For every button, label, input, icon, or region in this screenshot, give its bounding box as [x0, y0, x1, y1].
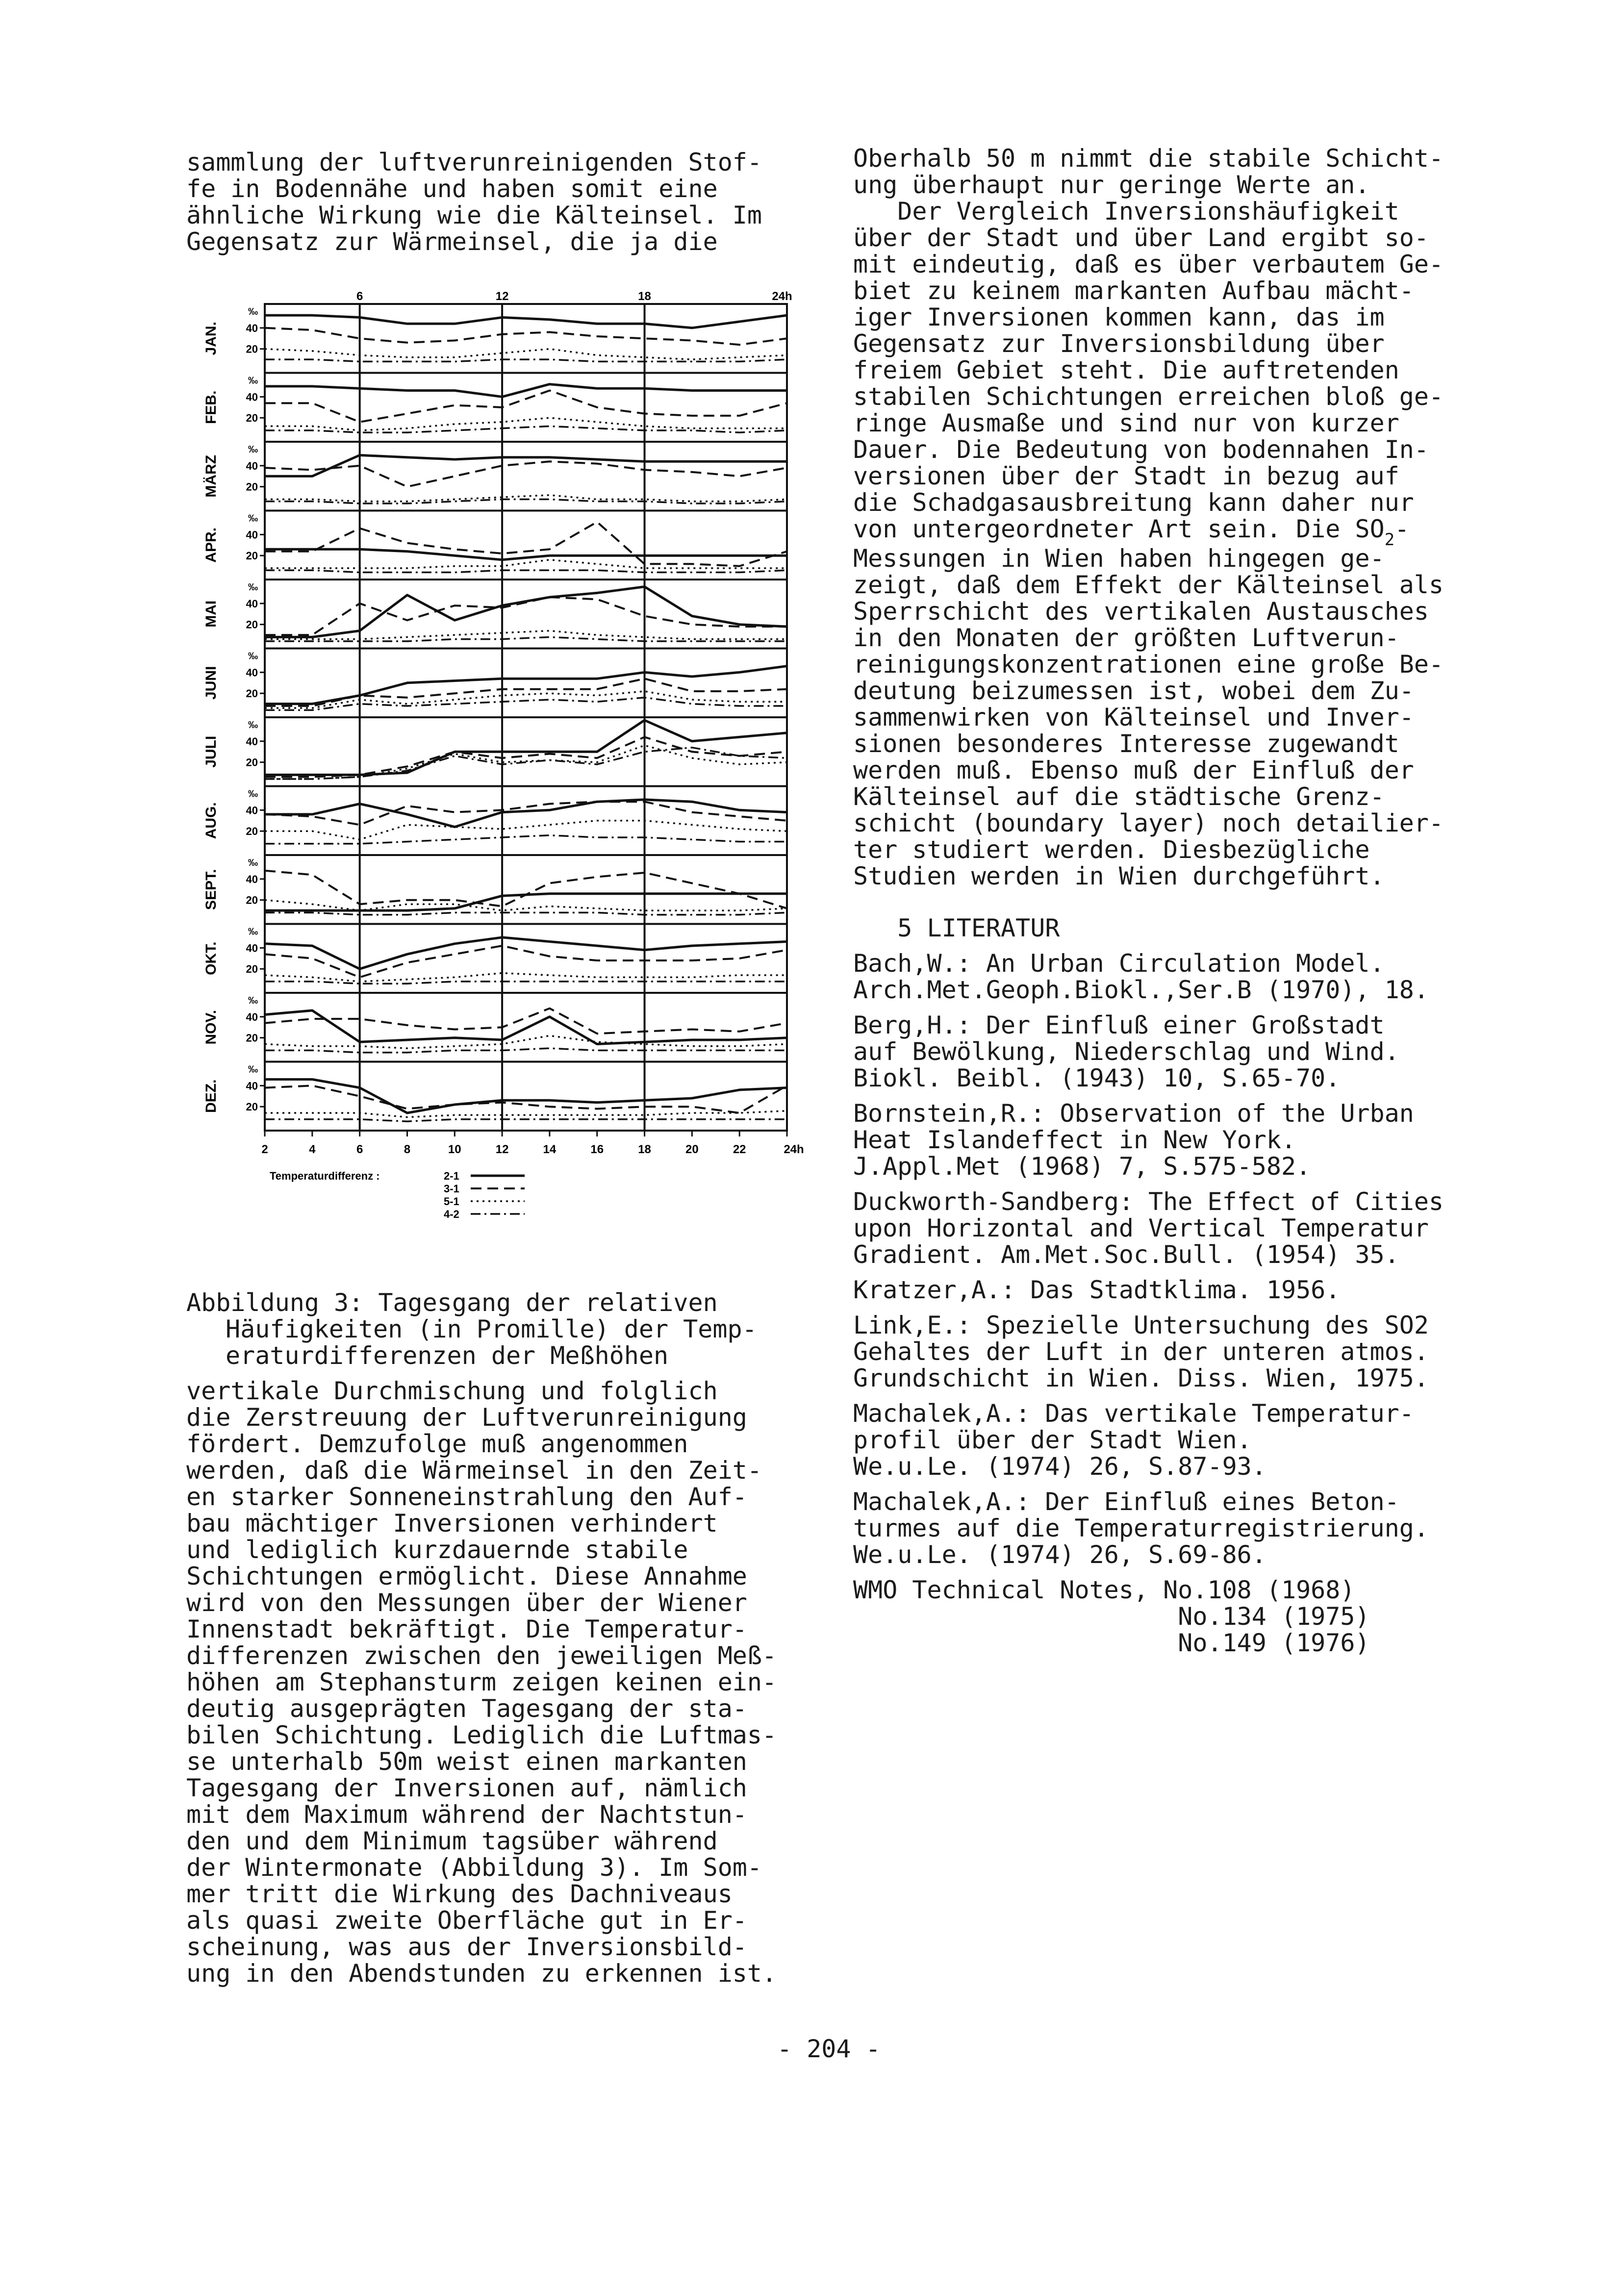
series-line-3-1: [265, 871, 787, 908]
series-line-4-2: [265, 359, 787, 361]
y-tick-label: 20: [246, 825, 258, 838]
so2-line-text: von untergeordneter Art sein. Die SO: [853, 515, 1385, 543]
series-line-5-1: [265, 495, 787, 502]
right-paragraph-continued: [853, 545, 1505, 889]
text-line: Sperrschicht des vertikalen Austausches: [853, 597, 1429, 626]
series-line-4-2: [265, 982, 787, 984]
text-line: ung überhaupt nur geringe Werte an.: [853, 171, 1370, 199]
y-unit-label: ‰: [248, 513, 258, 524]
y-tick-label: 20: [246, 480, 258, 493]
page-number: - 204 -: [777, 2035, 881, 2063]
text-line: sammlung der luftverunreinigenden Stof-: [186, 148, 762, 177]
month-label: FEB.: [203, 390, 219, 424]
series-line-3-1: [265, 597, 787, 635]
top-tick-label: 18: [638, 290, 651, 303]
legend-label: 2-1: [444, 1170, 459, 1182]
text-line: freiem Gebiet steht. Die auftretenden: [853, 356, 1399, 384]
y-unit-label: ‰: [248, 995, 258, 1006]
reference-line: Berg,H.: Der Einfluß einer Großstadt: [853, 1011, 1385, 1039]
reference-entry: [853, 1577, 1505, 1656]
reference-line: Gehaltes der Luft in der unteren atmos.: [853, 1337, 1429, 1366]
text-line: schicht (boundary layer) noch detailier-: [853, 809, 1444, 837]
month-label: SEPT.: [203, 869, 219, 910]
y-unit-label: ‰: [248, 858, 258, 868]
y-tick-label: 20: [246, 687, 258, 700]
reference-entry: [853, 1100, 1505, 1180]
y-unit-label: ‰: [248, 375, 258, 386]
text-line: deutig ausgeprägten Tagesgang der sta-: [186, 1694, 747, 1723]
so2-subscript: 2: [1384, 530, 1395, 550]
reference-line: No.134 (1975): [853, 1602, 1370, 1631]
text-line: vertikale Durchmischung und folglich: [186, 1377, 718, 1405]
legend-title: Temperaturdifferenz :: [270, 1170, 380, 1182]
caption-line: eraturdifferenzen der Meßhöhen: [226, 1341, 669, 1370]
text-line: über der Stadt und über Land ergibt so-: [853, 224, 1429, 252]
right-column: [853, 145, 1505, 1656]
literature-list: [853, 950, 1505, 1656]
text-line: ter studiert werden. Diesbezügliche: [853, 835, 1370, 864]
month-label: AUG.: [203, 802, 219, 839]
series-line-3-1: [265, 522, 787, 566]
reference-line: Duckworth-Sandberg: The Effect of Cities: [853, 1187, 1444, 1216]
so2-line: [853, 515, 1505, 550]
series-line-2-1: [265, 1080, 787, 1113]
y-tick-label: 40: [246, 735, 258, 748]
top-tick-label: 24h: [772, 290, 792, 303]
x-tick-label: 16: [590, 1143, 604, 1156]
series-line-2-1: [265, 587, 787, 637]
text-line: die Schadgasausbreitung kann daher nur: [853, 488, 1414, 517]
series-line-4-2: [265, 1119, 787, 1121]
text-line: werden, daß die Wärmeinsel in den Zeit-: [186, 1456, 762, 1485]
reference-entry: [853, 1277, 1505, 1303]
text-line: se unterhalb 50m weist einen markanten: [186, 1747, 747, 1776]
reference-line: No.149 (1976): [853, 1629, 1370, 1657]
y-unit-label: ‰: [248, 651, 258, 662]
text-line: scheinung, was aus der Inversionsbild-: [186, 1933, 747, 1961]
y-tick-label: 20: [246, 1032, 258, 1044]
text-line: der Wintermonate (Abbildung 3). Im Som-: [186, 1853, 762, 1882]
text-line: Schichtungen ermöglicht. Diese Annahme: [186, 1562, 747, 1590]
y-tick-label: 40: [246, 1080, 258, 1092]
x-tick-label: 24h: [784, 1143, 804, 1156]
text-line: deutung beizumessen ist, wobei dem Zu-: [853, 677, 1414, 705]
reference-line: Link,E.: Spezielle Untersuchung des SO2: [853, 1311, 1429, 1339]
text-line: werden muß. Ebenso muß der Einfluß der: [853, 756, 1414, 784]
text-line: differenzen zwischen den jeweiligen Meß-: [186, 1641, 777, 1670]
y-tick-label: 20: [246, 756, 258, 769]
series-line-4-2: [265, 912, 787, 914]
reference-line: Bach,W.: An Urban Circulation Model.: [853, 949, 1385, 978]
left-bottom-paragraph: [186, 1378, 819, 1987]
reference-line: Bornstein,R.: Observation of the Urban: [853, 1099, 1414, 1128]
text-line: bilen Schichtung. Lediglich die Luftmas-: [186, 1721, 777, 1749]
text-line: Innenstadt bekräftigt. Die Temperatur-: [186, 1615, 747, 1643]
right-paragraph: [853, 145, 1505, 516]
reference-line: Machalek,A.: Der Einfluß eines Beton-: [853, 1488, 1399, 1516]
series-line-5-1: [265, 418, 787, 430]
reference-line: Biokl. Beibl. (1943) 10, S.65-70.: [853, 1064, 1341, 1092]
month-label: APR.: [203, 527, 219, 563]
legend-label: 5-1: [444, 1195, 459, 1208]
y-tick-label: 40: [246, 529, 258, 541]
reference-entry: [853, 1188, 1505, 1268]
caption-line: Abbildung 3: Tagesgang der relativen: [186, 1288, 718, 1317]
reference-entry: [853, 1489, 1505, 1568]
series-line-2-1: [265, 894, 787, 910]
y-tick-label: 20: [246, 343, 258, 355]
month-label: DEZ.: [203, 1079, 219, 1113]
month-label: JULI: [203, 735, 219, 768]
y-tick-label: 20: [246, 550, 258, 562]
series-line-2-1: [265, 937, 787, 969]
text-line: als quasi zweite Oberfläche gut in Er-: [186, 1906, 747, 1935]
reference-line: WMO Technical Notes, No.108 (1968): [853, 1576, 1355, 1604]
month-label: MÄRZ: [203, 454, 219, 498]
caption-line: Häufigkeiten (in Promille) der Temp-: [226, 1315, 757, 1343]
reference-line: turmes auf die Temperaturregistrierung.: [853, 1514, 1429, 1542]
text-line: die Zerstreuung der Luftverunreinigung: [186, 1403, 747, 1432]
x-tick-label: 10: [448, 1143, 461, 1156]
y-unit-label: ‰: [248, 582, 258, 593]
text-line: iger Inversionen kommen kann, das im: [853, 303, 1385, 331]
y-tick-label: 20: [246, 1101, 258, 1113]
x-tick-label: 6: [356, 1143, 363, 1156]
text-line: mer tritt die Wirkung des Dachniveaus: [186, 1880, 733, 1908]
month-label: MAI: [203, 600, 219, 628]
series-line-5-1: [265, 1111, 787, 1117]
series-line-4-2: [265, 835, 787, 844]
y-tick-label: 20: [246, 963, 258, 976]
y-unit-label: ‰: [248, 788, 258, 800]
text-line: mit dem Maximum während der Nachtstun-: [186, 1800, 747, 1829]
reference-entry: [853, 1400, 1505, 1480]
series-line-3-1: [265, 737, 787, 777]
text-line: sammenwirken von Kälteinsel und Inver-: [853, 703, 1414, 732]
series-line-4-2: [265, 570, 787, 572]
text-line: versionen über der Stadt in bezug auf: [853, 462, 1399, 490]
text-line: Gegensatz zur Inversionsbildung über: [853, 329, 1385, 358]
series-line-2-1: [265, 720, 787, 775]
text-line: fördert. Demzufolge muß angenommen: [186, 1430, 688, 1458]
x-tick-label: 20: [685, 1143, 699, 1156]
legend-label: 3-1: [444, 1183, 459, 1195]
x-tick-label: 18: [638, 1143, 651, 1156]
reference-entry: [853, 950, 1505, 1003]
y-tick-label: 40: [246, 322, 258, 334]
reference-line: Arch.Met.Geoph.Biokl.,Ser.B (1970), 18.: [853, 976, 1429, 1004]
reference-line: We.u.Le. (1974) 26, S.87-93.: [853, 1452, 1266, 1481]
text-line: Tagesgang der Inversionen auf, nämlich: [186, 1774, 747, 1802]
section-heading: 5 LITERATUR: [853, 914, 1060, 942]
text-line: und lediglich kurzdauernde stabile: [186, 1536, 688, 1564]
so2-hyphen: -: [1394, 515, 1410, 543]
inversion-frequency-chart: [196, 284, 824, 1260]
series-line-3-1: [265, 461, 787, 486]
top-tick-label: 12: [495, 290, 509, 303]
text-line: ringe Ausmaße und sind nur von kurzer: [853, 409, 1399, 437]
series-line-5-1: [265, 973, 787, 982]
x-tick-label: 2: [261, 1143, 268, 1156]
legend-label: 4-2: [444, 1208, 459, 1220]
text-line: Gegensatz zur Wärmeinsel, die ja die: [186, 227, 718, 256]
y-unit-label: ‰: [248, 444, 258, 455]
reference-entry: [853, 1012, 1505, 1091]
text-line: biet zu keinem markanten Aufbau mächt-: [853, 277, 1414, 305]
reference-line: profil über der Stadt Wien.: [853, 1426, 1252, 1454]
y-unit-label: ‰: [248, 720, 258, 731]
x-tick-label: 12: [495, 1143, 509, 1156]
reference-line: Heat Islandeffect in New York.: [853, 1126, 1296, 1154]
y-tick-label: 40: [246, 804, 258, 817]
x-tick-label: 14: [543, 1143, 557, 1156]
x-tick-label: 4: [309, 1143, 316, 1156]
text-line: Oberhalb 50 m nimmt die stabile Schicht-: [853, 144, 1444, 173]
series-line-2-1: [265, 315, 787, 328]
text-line: fe in Bodennähe und haben somit eine: [186, 175, 718, 203]
text-line: en starker Sonneneinstrahlung den Auf-: [186, 1483, 747, 1511]
y-tick-label: 40: [246, 597, 258, 610]
figure-caption: [186, 1289, 819, 1369]
series-line-4-2: [265, 1048, 787, 1053]
series-line-3-1: [265, 328, 787, 345]
y-tick-label: 40: [246, 942, 258, 955]
series-line-4-2: [265, 426, 787, 432]
text-line: Dauer. Die Bedeutung von bodennahen In-: [853, 435, 1429, 464]
series-line-5-1: [265, 349, 787, 359]
text-line: zeigt, daß dem Effekt der Kälteinsel als: [853, 571, 1444, 599]
y-tick-label: 40: [246, 459, 258, 472]
y-tick-label: 40: [246, 391, 258, 404]
reference-line: Kratzer,A.: Das Stadtklima. 1956.: [853, 1276, 1341, 1304]
reference-line: Machalek,A.: Das vertikale Temperatur-: [853, 1399, 1414, 1428]
reference-line: upon Horizontal and Vertical Temperatur: [853, 1214, 1429, 1242]
text-line: bau mächtiger Inversionen verhindert: [186, 1509, 718, 1538]
series-line-2-1: [265, 384, 787, 397]
x-tick-label: 8: [404, 1143, 411, 1156]
month-label: OKT.: [203, 941, 219, 975]
figure-3: [196, 284, 824, 1260]
month-label: JUNI: [203, 666, 219, 700]
reference-line: J.Appl.Met (1968) 7, S.575-582.: [853, 1152, 1311, 1181]
top-tick-label: 6: [356, 290, 363, 303]
x-tick-label: 22: [733, 1143, 746, 1156]
series-line-3-1: [265, 391, 787, 422]
y-tick-label: 40: [246, 1010, 258, 1023]
y-tick-label: 40: [246, 666, 258, 679]
y-tick-label: 20: [246, 894, 258, 907]
text-line: in den Monaten der größten Luftverun-: [853, 624, 1399, 652]
y-unit-label: ‰: [248, 306, 258, 317]
left-top-paragraph: [186, 149, 762, 255]
y-unit-label: ‰: [248, 1064, 258, 1075]
reference-entry: [853, 1312, 1505, 1391]
y-tick-label: 40: [246, 873, 258, 885]
reference-line: Gradient. Am.Met.Soc.Bull. (1954) 35.: [853, 1240, 1399, 1269]
month-label: NOV.: [203, 1009, 219, 1045]
text-line: ähnliche Wirkung wie die Kälteinsel. Im: [186, 201, 762, 229]
y-tick-label: 20: [246, 412, 258, 425]
month-label: JAN.: [203, 322, 219, 355]
series-line-5-1: [265, 900, 787, 910]
text-line: sionen besonderes Interesse zugewandt: [853, 730, 1399, 758]
text-line: reinigungskonzentrationen eine große Be-: [853, 650, 1444, 679]
text-line: Studien werden in Wien durchgeführt.: [853, 862, 1385, 890]
y-tick-label: 20: [246, 618, 258, 631]
series-line-2-1: [265, 666, 787, 704]
text-line: Messungen in Wien haben hingegen ge-: [853, 544, 1385, 573]
reference-line: Grundschicht in Wien. Diss. Wien, 1975.: [853, 1364, 1429, 1392]
reference-line: auf Bewölkung, Niederschlag und Wind.: [853, 1037, 1399, 1066]
text-line: höhen am Stephansturm zeigen keinen ein-: [186, 1668, 777, 1696]
series-line-5-1: [265, 1035, 787, 1048]
text-line: wird von den Messungen über der Wiener: [186, 1589, 747, 1617]
text-line: Der Vergleich Inversionshäufigkeit: [853, 197, 1399, 226]
y-unit-label: ‰: [248, 926, 258, 937]
text-line: den und dem Minimum tagsüber während: [186, 1827, 718, 1855]
text-line: stabilen Schichtungen erreichen bloß ge-: [853, 382, 1444, 411]
text-line: Kälteinsel auf die städtische Grenz-: [853, 782, 1385, 811]
series-line-2-1: [265, 1010, 787, 1044]
text-line: mit eindeutig, daß es über verbautem Ge-: [853, 250, 1444, 278]
reference-line: We.u.Le. (1974) 26, S.69-86.: [853, 1540, 1266, 1569]
series-line-3-1: [265, 679, 787, 706]
text-line: ung in den Abendstunden zu erkennen ist.: [186, 1959, 777, 1988]
